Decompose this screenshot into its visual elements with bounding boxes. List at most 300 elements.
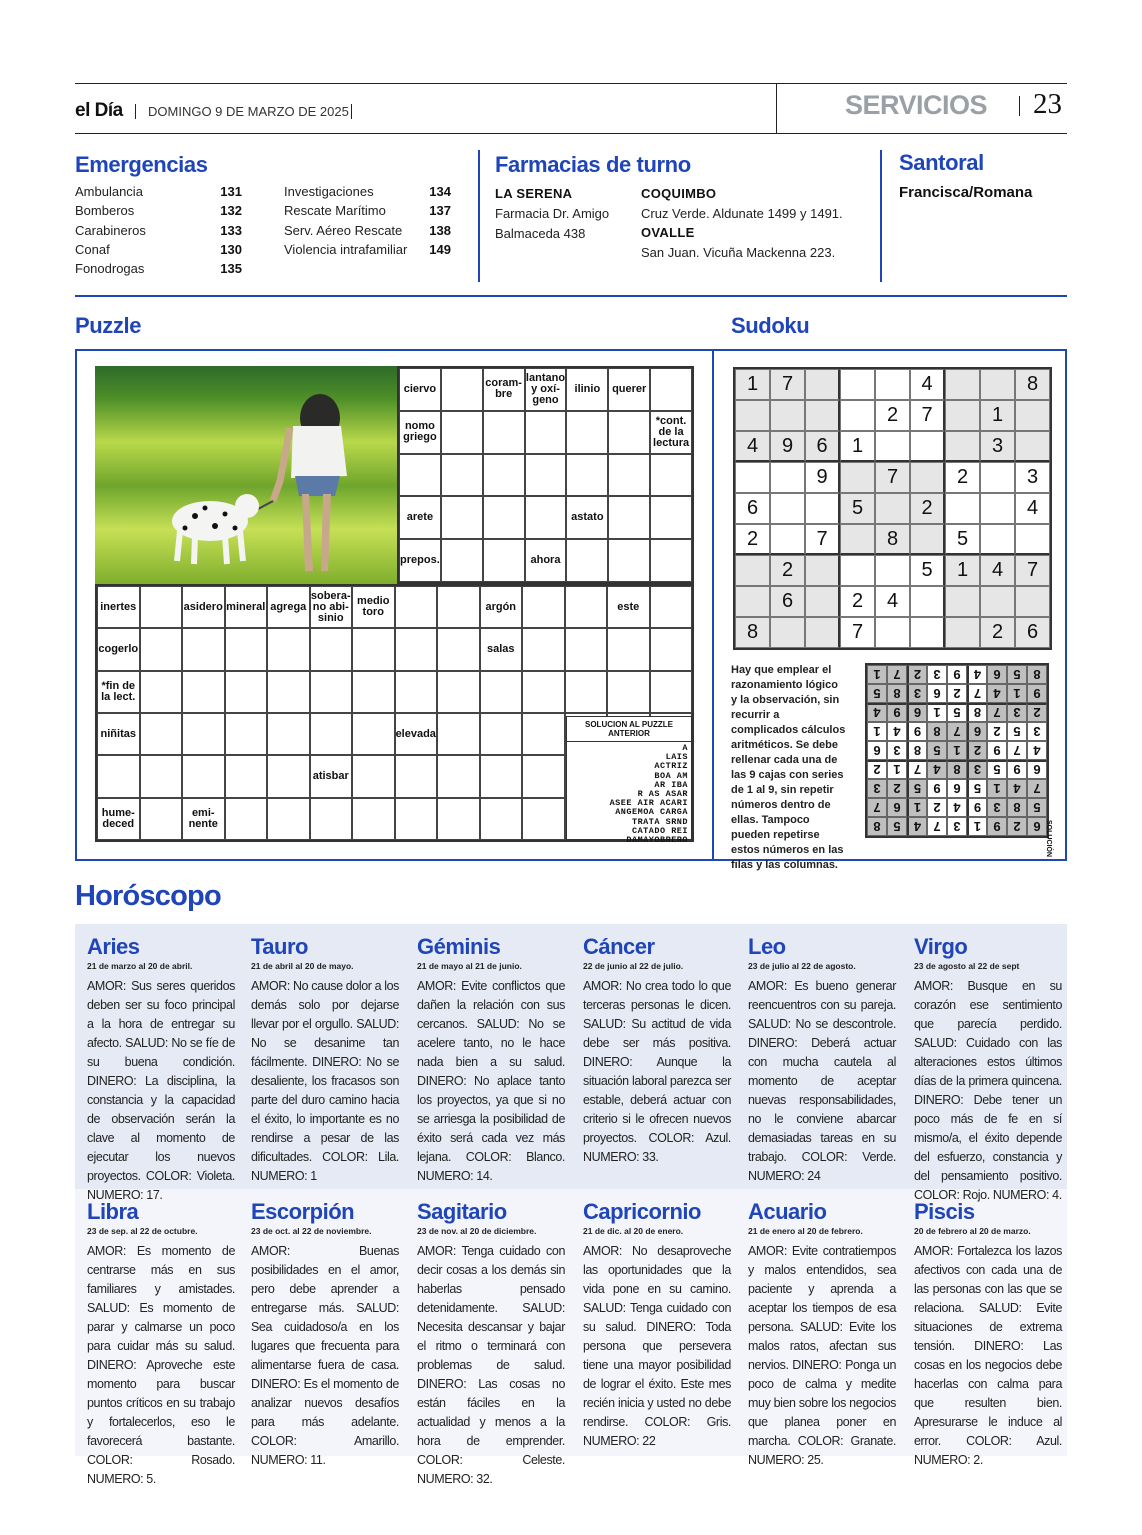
sudoku-cell: 6 <box>770 586 805 617</box>
puzzle-clue: este <box>607 586 650 628</box>
solution-cell: 9 <box>1027 684 1047 703</box>
sudoku-cell[interactable] <box>1015 400 1050 431</box>
solution-cell: 3 <box>887 741 907 760</box>
sudoku-cell[interactable] <box>1015 586 1050 617</box>
sudoku-cell: 2 <box>875 400 910 431</box>
solution-row: DAMAYOBRERO <box>626 835 688 846</box>
puzzle-cell[interactable] <box>437 755 480 797</box>
sign-name: Cáncer <box>583 934 655 959</box>
sudoku-cell[interactable] <box>875 493 910 524</box>
sudoku-cell[interactable] <box>805 400 840 431</box>
puzzle-cell[interactable] <box>522 628 565 670</box>
sudoku-cell[interactable] <box>770 617 805 648</box>
puzzle-cell[interactable] <box>437 671 480 713</box>
solution-title: SOLUCION AL PUZZLE ANTERIOR <box>567 717 691 742</box>
sudoku-cell: 5 <box>910 555 945 586</box>
emergency-number: 138 <box>429 223 451 238</box>
solution-cell: 6 <box>907 703 927 722</box>
solution-cell: 2 <box>947 684 967 703</box>
sign-forecast: AMOR: Tenga cuidado con decir cosas a los demás sin haberlas pensado detenidamente. SALUD: Necesita descansar y bajar el ritmo o terminará con problemas de salud. DINERO: Las cosas no están fáciles en la actualidad y menos a la hora de emprender. COLOR: Celeste. NUMERO: 32. <box>417 1244 565 1486</box>
sudoku-cell[interactable] <box>805 586 840 617</box>
puzzle-cell[interactable] <box>522 586 565 628</box>
puzzle-cell[interactable] <box>441 411 483 454</box>
puzzle-cell[interactable] <box>522 713 565 755</box>
emergency-number: 133 <box>220 223 242 238</box>
puzzle-clue: arete <box>399 496 441 539</box>
puzzle-clue: niñitas <box>97 713 140 755</box>
sign-forecast: AMOR: Buenas posibilidades en el amor, pero debe aprender a entregarse más. SALUD: Sea cuidadoso/a en los lugares que frecuenta para alimentarse fuera de casa. DINERO: Es el momento de analizar nuevos desafíos para más adelante. COLOR: Amarillo. NUMERO: 11. <box>251 1244 399 1467</box>
puzzle-clue: emi-nente <box>182 798 225 840</box>
puzzle-cell[interactable] <box>140 798 183 840</box>
sudoku-cell[interactable] <box>735 586 770 617</box>
puzzle-cell[interactable] <box>566 411 608 454</box>
solution-cell: 5 <box>927 741 947 760</box>
puzzle-cell[interactable] <box>182 713 225 755</box>
sign-name: Géminis <box>417 934 501 959</box>
sudoku-cell[interactable] <box>945 586 980 617</box>
solution-cell: 4 <box>867 703 887 722</box>
puzzle-cell[interactable] <box>352 713 395 755</box>
sudoku-cell: 8 <box>875 524 910 555</box>
sign-date-range: 23 de sep. al 22 de octubre. <box>87 1226 198 1236</box>
puzzle-cell[interactable] <box>225 798 268 840</box>
puzzle-cell[interactable] <box>480 798 523 840</box>
puzzle-cell[interactable] <box>182 628 225 670</box>
puzzle-cell[interactable] <box>352 671 395 713</box>
sign-forecast: AMOR: No crea todo lo que terceras personas le dicen. SALUD: Su actitud de vida debe ser más positiva. DINERO: Aunque la situación laboral parezca ser estable, deberá actuar con criterio si le ofrecen nuevos proyectos. COLOR: Azul. NUMERO: 33. <box>583 979 731 1164</box>
sudoku-cell[interactable] <box>770 462 805 493</box>
solution-cell: 9 <box>987 817 1007 836</box>
solution-cell: 7 <box>887 665 907 684</box>
brand-logo: el Día <box>75 100 123 121</box>
sudoku-cell[interactable] <box>1015 431 1050 462</box>
horoscope-tauro <box>251 934 399 1186</box>
sudoku-cell: 8 <box>1015 369 1050 400</box>
puzzle-clue: ciervo <box>399 368 441 411</box>
puzzle-cell[interactable] <box>441 539 483 582</box>
puzzle-cell[interactable] <box>140 628 183 670</box>
puzzle-cell[interactable] <box>607 671 650 713</box>
puzzle-clue: *cont. de la lectura <box>650 411 692 454</box>
sign-name: Leo <box>748 934 786 959</box>
puzzle-clue: querer <box>608 368 650 411</box>
solution-row: BOA AM <box>654 770 688 781</box>
sudoku-cell: 1 <box>735 369 770 400</box>
emergency-number: 134 <box>429 184 451 199</box>
solution-cell: 2 <box>927 798 947 817</box>
city-ovalle: OVALLE <box>641 225 695 240</box>
puzzle-cell[interactable] <box>566 539 608 582</box>
sign-date-range: 23 de oct. al 22 de noviembre. <box>251 1226 372 1236</box>
sudoku-cell: 4 <box>735 431 770 462</box>
solution-cell: 2 <box>1007 817 1027 836</box>
sudoku-cell[interactable] <box>980 524 1015 555</box>
puzzle-cell[interactable] <box>566 454 608 497</box>
sudoku-cell[interactable] <box>805 493 840 524</box>
puzzle-cell[interactable] <box>395 671 438 713</box>
solution-cell: 3 <box>867 779 887 798</box>
sudoku-cell: 2 <box>840 586 875 617</box>
puzzle-clue: ilinio <box>566 368 608 411</box>
sudoku-cell[interactable] <box>875 555 910 586</box>
puzzle-cell[interactable] <box>525 411 567 454</box>
sudoku-grid <box>733 367 1052 650</box>
sign-date-range: 21 de dic. al 20 de enero. <box>583 1226 684 1236</box>
sudoku-cell[interactable] <box>840 400 875 431</box>
puzzle-cell[interactable] <box>483 454 525 497</box>
sudoku-cell[interactable] <box>910 586 945 617</box>
emergency-name: Ambulancia <box>75 184 143 199</box>
sudoku-cell[interactable] <box>875 431 910 462</box>
puzzle-cell[interactable] <box>352 628 395 670</box>
sign-name: Libra <box>87 1199 139 1224</box>
puzzle-clue: *fin de la lect. <box>97 671 140 713</box>
solution-cell: 4 <box>887 722 907 741</box>
solution-cell: 9 <box>907 722 927 741</box>
sign-date-range: 21 de mayo al 21 de junio. <box>417 961 522 971</box>
solution-cell: 4 <box>1007 779 1027 798</box>
puzzle-cell[interactable] <box>565 586 608 628</box>
puzzle-clue: agrega <box>267 586 310 628</box>
solution-cell: 8 <box>967 703 987 722</box>
puzzle-cell[interactable] <box>441 368 483 411</box>
puzzle-cell[interactable] <box>441 496 483 539</box>
puzzle-cell[interactable] <box>225 671 268 713</box>
sudoku-cell[interactable] <box>980 493 1015 524</box>
puzzle-cell[interactable] <box>437 586 480 628</box>
sign-date-range: 21 de enero al 20 de febrero. <box>748 1226 863 1236</box>
solution-cell: 4 <box>967 665 987 684</box>
sudoku-cell: 9 <box>805 462 840 493</box>
emergency-name: Violencia intrafamiliar <box>284 242 408 257</box>
sudoku-cell[interactable] <box>770 400 805 431</box>
solution-cell: 2 <box>1027 703 1047 722</box>
puzzle-cell[interactable] <box>522 798 565 840</box>
horoscope-leo <box>748 934 896 1186</box>
sign-forecast: AMOR: Sus seres queridos deben ser su foco principal a la hora de entregar su afecto. SALUD: No se fíe de su buena condición. DINERO: La disciplina, la constancia y la capacidad de observación serán la clave al momento de ejecutar los nuevos proyectos. COLOR: Violeta. NUMERO: 17. <box>87 979 235 1202</box>
puzzle-cell[interactable] <box>310 671 353 713</box>
sudoku-cell[interactable] <box>770 493 805 524</box>
sudoku-cell[interactable] <box>875 369 910 400</box>
pharmacy-coquimbo: Cruz Verde. Aldunate 1499 y 1491. <box>641 206 843 221</box>
puzzle-cell[interactable] <box>608 411 650 454</box>
farmacias-title: Farmacias de turno <box>495 152 691 177</box>
solution-cell: 5 <box>1027 798 1047 817</box>
puzzle-cell[interactable] <box>310 628 353 670</box>
horoscope-libra <box>87 1199 235 1489</box>
sign-name: Aries <box>87 934 140 959</box>
sudoku-cell[interactable] <box>840 555 875 586</box>
puzzle-cell[interactable] <box>140 755 183 797</box>
puzzle-photo <box>95 366 397 584</box>
sudoku-cell: 7 <box>770 369 805 400</box>
sudoku-cell[interactable] <box>945 369 980 400</box>
puzzle-cell[interactable] <box>441 454 483 497</box>
solution-cell: 1 <box>887 760 907 779</box>
puzzle-cell[interactable] <box>483 496 525 539</box>
puzzle-cell[interactable] <box>607 628 650 670</box>
sudoku-cell: 6 <box>805 431 840 462</box>
solution-cell: 8 <box>927 722 947 741</box>
puzzle-cell[interactable] <box>310 713 353 755</box>
solution-cell: 4 <box>927 760 947 779</box>
puzzle-cell[interactable] <box>480 713 523 755</box>
solution-cell: 6 <box>927 684 947 703</box>
sudoku-cell[interactable] <box>805 555 840 586</box>
sudoku-cell: 2 <box>910 493 945 524</box>
puzzle-cell[interactable] <box>395 586 438 628</box>
emergency-number: 131 <box>220 184 242 199</box>
puzzle-clue: sobera-no abi-sinio <box>310 586 353 628</box>
sudoku-cell: 6 <box>735 493 770 524</box>
puzzle-cell[interactable] <box>267 755 310 797</box>
sign-date-range: 20 de febrero al 20 de marzo. <box>914 1226 1031 1236</box>
puzzle-cell[interactable] <box>522 755 565 797</box>
solution-cell: 4 <box>987 684 1007 703</box>
puzzle-cell[interactable] <box>267 798 310 840</box>
sudoku-cell[interactable] <box>840 524 875 555</box>
puzzle-cell[interactable] <box>267 713 310 755</box>
puzzle-cell[interactable] <box>525 496 567 539</box>
sudoku-cell[interactable] <box>910 462 945 493</box>
puzzle-cell[interactable] <box>437 713 480 755</box>
solution-cell: 8 <box>907 741 927 760</box>
sudoku-rules: Hay que emplear el razonamiento lógico y la observación, sin recurrir a complicados cálculos aritméticos. Se debe rellenar cada una de las 9 cajas con series de 1 al 9, sin repetir números dentro de ellas. Tampoco pueden repetirse estos números en las filas y las columnas. <box>731 664 846 871</box>
horoscope-aries <box>87 934 235 1205</box>
solution-cell: 9 <box>967 798 987 817</box>
solution-cell: 3 <box>967 760 987 779</box>
puzzle-clue: salas <box>480 628 523 670</box>
puzzle-cell[interactable] <box>399 454 441 497</box>
emergency-name: Investigaciones <box>284 184 374 199</box>
pharmacy-ovalle: San Juan. Vicuña Mackenna 223. <box>641 245 836 260</box>
sudoku-cell[interactable] <box>945 493 980 524</box>
puzzle-cell[interactable] <box>352 755 395 797</box>
puzzle-cell[interactable] <box>225 713 268 755</box>
puzzle-cell[interactable] <box>395 755 438 797</box>
puzzle-cell[interactable] <box>608 454 650 497</box>
puzzle-cell[interactable] <box>140 671 183 713</box>
sudoku-cell: 2 <box>735 524 770 555</box>
puzzle-cell[interactable] <box>565 628 608 670</box>
puzzle-clue: medio toro <box>352 586 395 628</box>
solution-cell: 7 <box>987 703 1007 722</box>
solution-cell: 4 <box>1027 741 1047 760</box>
puzzle-cell[interactable] <box>480 755 523 797</box>
puzzle-cell[interactable] <box>650 539 692 582</box>
horoscope-virgo <box>914 934 1062 1205</box>
solution-row: TRATA SRND <box>631 816 688 827</box>
sudoku-cell[interactable] <box>945 400 980 431</box>
solution-cell: 2 <box>887 779 907 798</box>
solution-cell: 6 <box>867 741 887 760</box>
sudoku-cell: 7 <box>875 462 910 493</box>
puzzle-cell[interactable] <box>267 671 310 713</box>
sudoku-cell[interactable] <box>980 369 1015 400</box>
puzzle-cell[interactable] <box>352 798 395 840</box>
puzzle-cell[interactable] <box>522 671 565 713</box>
solution-cell: 3 <box>987 798 1007 817</box>
puzzle-cell[interactable] <box>650 368 692 411</box>
solution-cell: 5 <box>947 703 967 722</box>
emergency-name: Bomberos <box>75 203 135 218</box>
solution-cell: 8 <box>1007 798 1027 817</box>
puzzle-cell[interactable] <box>225 628 268 670</box>
solution-row: A <box>682 743 688 753</box>
sign-name: Piscis <box>914 1199 975 1224</box>
puzzle-cell[interactable] <box>140 713 183 755</box>
sign-forecast: AMOR: Evite contratiempos y malos entendidos, sea paciente y aprenda a aceptar los tiempos de esa persona. SALUD: Evite los malos ratos, afectan sus nervios. DINERO: Ponga un poco de calma y medite muy bien sobre los negocios que planea poner en marcha. COLOR: Granate. NUMERO: 25. <box>748 1244 896 1467</box>
solution-cell: 1 <box>907 798 927 817</box>
puzzle-cell[interactable] <box>437 798 480 840</box>
solution-cell: 7 <box>947 722 967 741</box>
emergency-name: Fonodrogas <box>75 261 145 276</box>
sudoku-cell: 4 <box>1015 493 1050 524</box>
puzzle-grid-upper <box>397 366 694 584</box>
puzzle-clue: ahora <box>525 539 567 582</box>
puzzle-cell[interactable] <box>650 671 693 713</box>
sudoku-cell[interactable] <box>945 431 980 462</box>
puzzle-clue: nomo griego <box>399 411 441 454</box>
sign-forecast: AMOR: Es momento de centrarse más en sus familiares y amistades. SALUD: Es momento de parar y calmarse un poco para cuidar más su salud. DINERO: Aproveche este momento para buscar puntos críticos en su trabajo y fortalecerlos, eso le favorecerá bastante. COLOR: Rosado. NUMERO: 5. <box>87 1244 235 1486</box>
sudoku-cell[interactable] <box>840 369 875 400</box>
puzzle-clue: cogerlo <box>97 628 140 670</box>
sudoku-cell: 3 <box>980 431 1015 462</box>
puzzle-cell[interactable] <box>608 496 650 539</box>
emergency-number: 149 <box>429 242 451 257</box>
puzzle-clue: inertes <box>97 586 140 628</box>
sudoku-cell[interactable] <box>1015 524 1050 555</box>
sudoku-cell[interactable] <box>735 462 770 493</box>
puzzle-cell[interactable] <box>483 539 525 582</box>
solution-cell: 8 <box>1027 665 1047 684</box>
puzzle-cell[interactable] <box>395 628 438 670</box>
solution-row: ANGEMOA CARGA <box>615 807 688 818</box>
solution-cell: 5 <box>867 684 887 703</box>
puzzle-cell[interactable] <box>608 539 650 582</box>
sudoku-cell: 8 <box>735 617 770 648</box>
puzzle-cell[interactable] <box>310 798 353 840</box>
sign-forecast: AMOR: Es bueno generar reencuentros con su pareja. SALUD: No se descontrole. DINERO: Deberá actuar con mucha cautela al momento de aceptar nuevas responsabilidades, no le conviene abarcar demasiadas tareas en su trabajo. COLOR: Verde. NUMERO: 24 <box>748 979 896 1183</box>
emergency-number: 137 <box>429 203 451 218</box>
sign-forecast: AMOR: No desaproveche las oportunidades que la vida pone en su camino. SALUD: Tenga cuidado con su salud. DINERO: Toda persona que persevera tiene una mayor posibilidad de lograr el éxito. Este mes recién inicia y usted no debe rendirse. COLOR: Gris. NUMERO: 22 <box>583 1244 731 1448</box>
sign-name: Virgo <box>914 934 968 959</box>
sudoku-cell: 7 <box>1015 555 1050 586</box>
sudoku-cell[interactable] <box>910 524 945 555</box>
sign-date-range: 21 de abril al 20 de mayo. <box>251 961 354 971</box>
solution-row: LAIS <box>665 752 688 763</box>
sign-date-range: 23 de nov. al 20 de diciembre. <box>417 1226 537 1236</box>
solution-cell: 6 <box>967 722 987 741</box>
emergencias-title: Emergencias <box>75 152 208 177</box>
puzzle-cell[interactable] <box>650 628 693 670</box>
puzzle-clue: lantano y oxí-geno <box>525 368 567 411</box>
sign-name: Capricornio <box>583 1199 701 1224</box>
solution-label: SOLUCIÓN <box>1045 820 1052 857</box>
puzzle-clue: prepos. <box>399 539 441 582</box>
issue-date: DOMINGO 9 DE MARZO DE 2025 <box>148 104 349 119</box>
puzzle-cell[interactable] <box>483 411 525 454</box>
emergency-name: Conaf <box>75 242 110 257</box>
puzzle-cell[interactable] <box>650 586 693 628</box>
solution-cell: 5 <box>987 760 1007 779</box>
sudoku-cell[interactable] <box>805 617 840 648</box>
sudoku-cell[interactable] <box>875 617 910 648</box>
horoscope-sagitario <box>417 1199 565 1489</box>
sudoku-cell: 7 <box>840 617 875 648</box>
emergency-name: Serv. Aéreo Rescate <box>284 223 403 238</box>
horoscope-geminis <box>417 934 565 1186</box>
solution-cell: 7 <box>927 817 947 836</box>
sudoku-cell[interactable] <box>770 524 805 555</box>
puzzle-clue: mineral <box>225 586 268 628</box>
solution-cell: 3 <box>947 817 967 836</box>
solution-cell: 1 <box>987 779 1007 798</box>
puzzle-cell[interactable] <box>480 671 523 713</box>
puzzle-cell[interactable] <box>140 586 183 628</box>
sign-forecast: AMOR: Fortalezca los lazos afectivos con cada una de las personas con las que se relaciona. SALUD: Evite situaciones de extrema tensión. DINERO: Las cosas en los negocios debe hacerlas con calma para que resulten bien. Apresurarse le induce al error. COLOR: Azul. NUMERO: 2. <box>914 1244 1062 1467</box>
puzzle-cell[interactable] <box>525 454 567 497</box>
puzzle-title: Puzzle <box>75 313 142 338</box>
emergency-number: 130 <box>220 242 242 257</box>
sudoku-cell[interactable] <box>980 462 1015 493</box>
puzzle-cell[interactable] <box>650 454 692 497</box>
solution-row: ASEE AIR ACARI <box>609 798 688 809</box>
puzzle-cell[interactable] <box>565 671 608 713</box>
solution-cell: 1 <box>867 722 887 741</box>
horoscope-cancer <box>583 934 731 1167</box>
sudoku-cell[interactable] <box>980 586 1015 617</box>
sudoku-cell[interactable] <box>805 369 840 400</box>
puzzle-cell[interactable] <box>437 628 480 670</box>
sudoku-cell[interactable] <box>910 617 945 648</box>
puzzle-cell[interactable] <box>650 496 692 539</box>
sudoku-cell[interactable] <box>945 617 980 648</box>
puzzle-cell[interactable] <box>182 671 225 713</box>
sudoku-cell: 2 <box>770 555 805 586</box>
sudoku-cell[interactable] <box>910 431 945 462</box>
solution-cell: 7 <box>907 760 927 779</box>
sudoku-cell: 9 <box>770 431 805 462</box>
sudoku-cell[interactable] <box>840 462 875 493</box>
page-number: 23 <box>1033 88 1062 120</box>
emergency-name: Rescate Marítimo <box>284 203 386 218</box>
solution-cell: 5 <box>1007 722 1027 741</box>
puzzle-cell[interactable] <box>395 798 438 840</box>
solution-cell: 1 <box>967 817 987 836</box>
sudoku-cell[interactable] <box>735 555 770 586</box>
solution-cell: 3 <box>1027 722 1047 741</box>
horoscope-piscis <box>914 1199 1062 1470</box>
sudoku-title: Sudoku <box>731 313 810 338</box>
sudoku-solution-grid <box>865 663 1049 838</box>
solution-cell: 2 <box>907 665 927 684</box>
solution-cell: 9 <box>947 665 967 684</box>
puzzle-cell[interactable] <box>225 755 268 797</box>
sudoku-cell: 1 <box>945 555 980 586</box>
sudoku-cell: 7 <box>805 524 840 555</box>
sudoku-cell[interactable] <box>735 400 770 431</box>
solution-cell: 2 <box>987 722 1007 741</box>
sudoku-cell: 4 <box>875 586 910 617</box>
pharmacy-address: Balmaceda 438 <box>495 226 586 241</box>
puzzle-cell[interactable] <box>267 628 310 670</box>
emergency-number: 132 <box>220 203 242 218</box>
solution-cell: 6 <box>947 779 967 798</box>
puzzle-cell[interactable] <box>97 755 140 797</box>
pharmacy-name: Farmacia Dr. Amigo <box>495 206 610 221</box>
puzzle-cell[interactable] <box>182 755 225 797</box>
